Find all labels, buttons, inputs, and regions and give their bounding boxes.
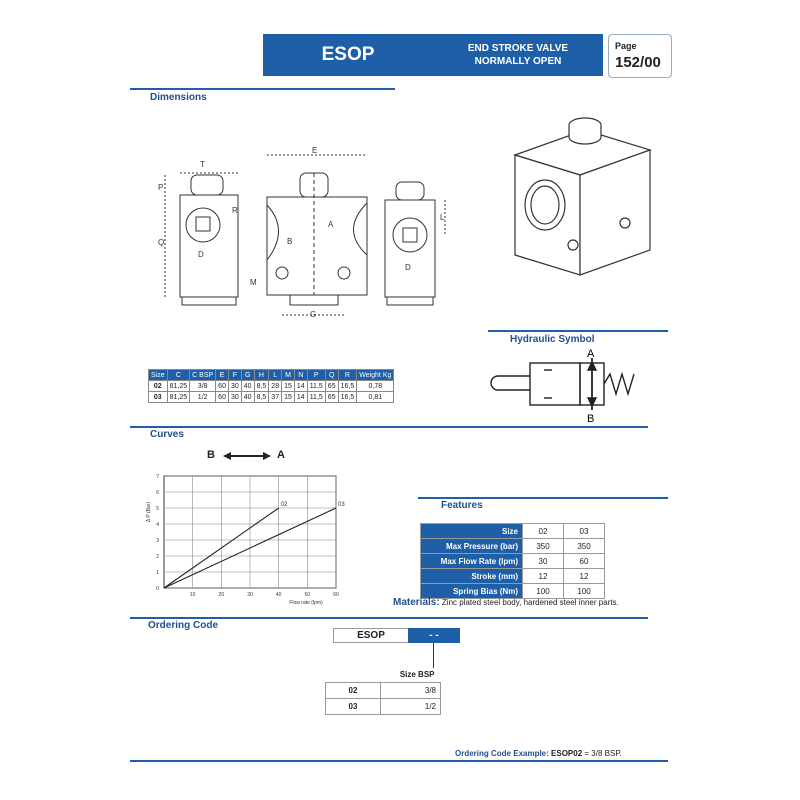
label-d-left: D: [198, 250, 204, 259]
cell: 16,5: [338, 392, 357, 403]
table-row: [421, 539, 605, 554]
x-tick-label: 60: [333, 592, 339, 598]
table-row: [326, 683, 441, 699]
subtitle-line-1: END STROKE VALVE: [467, 43, 569, 54]
cell: 12: [523, 569, 564, 584]
plunger-symbol: [491, 376, 530, 390]
section-rule: [130, 617, 648, 619]
flow-to: A: [277, 449, 285, 461]
series-label: 02: [280, 502, 288, 508]
cell: 65: [325, 381, 338, 392]
page-box: [608, 34, 672, 78]
order-code-connector: [433, 643, 434, 668]
cell: 14: [294, 381, 307, 392]
cell: 40: [241, 392, 254, 403]
table-row: [421, 554, 605, 569]
center-hole-right: [338, 267, 350, 279]
col-size: Size: [149, 370, 168, 381]
feature-label: Max Pressure (bar): [421, 539, 523, 554]
cell: 3/8: [381, 683, 441, 699]
cell: 60: [216, 392, 229, 403]
left-view-body: [180, 195, 238, 297]
y-tick-label: 0: [156, 586, 159, 592]
cell: 02: [326, 683, 381, 699]
table-row: [149, 381, 394, 392]
cell: 15: [282, 392, 295, 403]
section-dimensions: Dimensions: [150, 92, 207, 103]
flow-from: B: [207, 449, 215, 461]
col-e: E: [216, 370, 229, 381]
table-header-row: [149, 370, 394, 381]
cell: 1/2: [381, 699, 441, 715]
cell: 8,5: [254, 381, 269, 392]
section-rule: [130, 88, 395, 90]
example-code: ESOP02: [551, 749, 583, 758]
cell: 3/8: [190, 381, 216, 392]
y-tick-label: 5: [156, 506, 159, 512]
valve-3d-view: [505, 115, 660, 280]
col-g: G: [241, 370, 254, 381]
table-row: [421, 524, 605, 539]
y-axis-label: Δ P (Bar): [146, 501, 152, 523]
section-rule: [418, 497, 668, 499]
x-tick-label: 40: [275, 592, 282, 598]
symbol-box-left: [530, 363, 580, 405]
cell: 60: [564, 554, 605, 569]
example-text: = 3/8 BSP.: [584, 749, 622, 758]
ordering-table: [325, 667, 441, 715]
cell: 81,25: [167, 381, 190, 392]
cell: 0,81: [357, 392, 394, 403]
hydraulic-symbol: [490, 348, 650, 428]
label-b: B: [287, 237, 293, 246]
size-bsp-header: Size BSP: [399, 670, 435, 679]
cell: 03: [326, 699, 381, 715]
cell: 28: [269, 381, 282, 392]
col-m: M: [282, 370, 295, 381]
cell: 02: [149, 381, 168, 392]
x-tick-label: 30: [247, 592, 253, 598]
model-title: ESOP: [263, 34, 433, 76]
cell: 11,5: [307, 392, 325, 403]
cell: 100: [523, 584, 564, 599]
cell: 81,25: [167, 392, 190, 403]
col-p: P: [307, 370, 325, 381]
center-hole-left: [276, 267, 288, 279]
col-c: C: [167, 370, 190, 381]
col-weight: Weight Kg: [357, 370, 394, 381]
cell: 65: [325, 392, 338, 403]
flow-direction: [207, 449, 302, 463]
section-curves: Curves: [150, 429, 184, 440]
right-view-port: [393, 218, 427, 252]
col-n: N: [294, 370, 307, 381]
feature-label: Size: [421, 524, 523, 539]
label-m: M: [250, 278, 257, 287]
example-label: Ordering Code Example:: [455, 749, 549, 758]
label-r: R: [232, 206, 238, 215]
right-view-plunger: [396, 182, 424, 200]
y-tick-label: 2: [156, 554, 159, 560]
dimension-drawings: [140, 145, 460, 325]
cell: 60: [216, 381, 229, 392]
spring-symbol: [604, 374, 634, 394]
x-tick-label: 20: [218, 592, 225, 598]
cell: 11,5: [307, 381, 325, 392]
section-hydraulic-symbol: Hydraulic Symbol: [510, 334, 595, 345]
y-tick-label: 1: [156, 570, 159, 576]
label-p: P: [158, 183, 164, 192]
y-tick-label: 7: [156, 474, 159, 480]
label-g: G: [310, 310, 317, 319]
cell: 37: [269, 392, 282, 403]
cell: 100: [564, 584, 605, 599]
cell: 30: [523, 554, 564, 569]
left-view-base: [182, 297, 236, 305]
cell: 30: [228, 381, 241, 392]
cell: 0,78: [357, 381, 394, 392]
cell: 02: [523, 524, 564, 539]
left-view-plunger: [191, 175, 223, 195]
feature-label: Max Flow Rate (lpm): [421, 554, 523, 569]
cell: 40: [241, 381, 254, 392]
symbol-port-b: B: [587, 413, 595, 425]
features-table: [420, 523, 605, 599]
page-number: 152/00: [615, 54, 661, 71]
label-q: Q: [158, 238, 165, 247]
ordering-example: [455, 749, 622, 758]
col-r: R: [338, 370, 357, 381]
x-tick-label: 10: [189, 592, 196, 598]
cell: 03: [564, 524, 605, 539]
cell: 350: [564, 539, 605, 554]
x-tick-label: 50: [304, 592, 311, 598]
symbol-port-a: A: [587, 348, 595, 360]
table-row: [421, 569, 605, 584]
x-axis-label: Flow rate (lpm): [289, 600, 323, 606]
left-view-port: [186, 208, 220, 242]
materials-note: [393, 597, 619, 608]
cell: 1/2: [190, 392, 216, 403]
cell: 8,5: [254, 392, 269, 403]
center-view-base: [290, 295, 338, 305]
page-label: Page: [615, 41, 637, 51]
order-code-base: ESOP: [333, 628, 409, 643]
table-row: [149, 392, 394, 403]
label-l: L: [440, 213, 445, 222]
cell: 350: [523, 539, 564, 554]
materials-label: Materials:: [393, 597, 440, 608]
label-a: A: [328, 220, 334, 229]
order-code-size-slot: - -: [408, 628, 460, 643]
cell: 15: [282, 381, 295, 392]
section-ordering-code: Ordering Code: [148, 620, 219, 631]
model-subtitle: [433, 34, 603, 76]
cell: 12: [564, 569, 605, 584]
cell: 30: [228, 392, 241, 403]
subtitle-line-2: NORMALLY OPEN: [474, 56, 562, 67]
center-port-a: [354, 203, 368, 255]
feature-label: Spring Bias (Nm): [421, 584, 523, 599]
cell: 03: [149, 392, 168, 403]
label-e: E: [312, 146, 318, 155]
right-view-body: [385, 200, 435, 297]
y-tick-label: 6: [156, 490, 159, 496]
feature-label: Stroke (mm): [421, 569, 523, 584]
table-row: [326, 699, 441, 715]
section-rule: [488, 330, 668, 332]
right-view-slot: [403, 228, 417, 242]
center-port-b: [267, 205, 279, 260]
y-tick-label: 4: [156, 522, 159, 528]
double-arrow-icon: [223, 451, 271, 461]
dimensions-table: [148, 369, 394, 403]
col-f: F: [228, 370, 241, 381]
label-t: T: [200, 160, 205, 169]
table-header-row: [326, 667, 441, 683]
section-features: Features: [441, 500, 483, 511]
section-rule: [130, 426, 648, 428]
pressure-drop-chart: [140, 470, 350, 610]
col-l: L: [269, 370, 282, 381]
label-d-right: D: [405, 263, 411, 272]
col-c-bsp: C BSP: [190, 370, 216, 381]
col-h: H: [254, 370, 269, 381]
right-view-base: [387, 297, 433, 305]
series-label: 03: [338, 502, 345, 508]
cell: 14: [294, 392, 307, 403]
cell: 16,5: [338, 381, 357, 392]
footer-rule: [130, 760, 668, 762]
col-q: Q: [325, 370, 338, 381]
left-view-slot: [196, 217, 210, 231]
y-tick-label: 3: [156, 538, 159, 544]
center-view-body: [267, 197, 367, 295]
materials-text: Zinc plated steel body, hardened steel inner parts.: [441, 598, 619, 607]
